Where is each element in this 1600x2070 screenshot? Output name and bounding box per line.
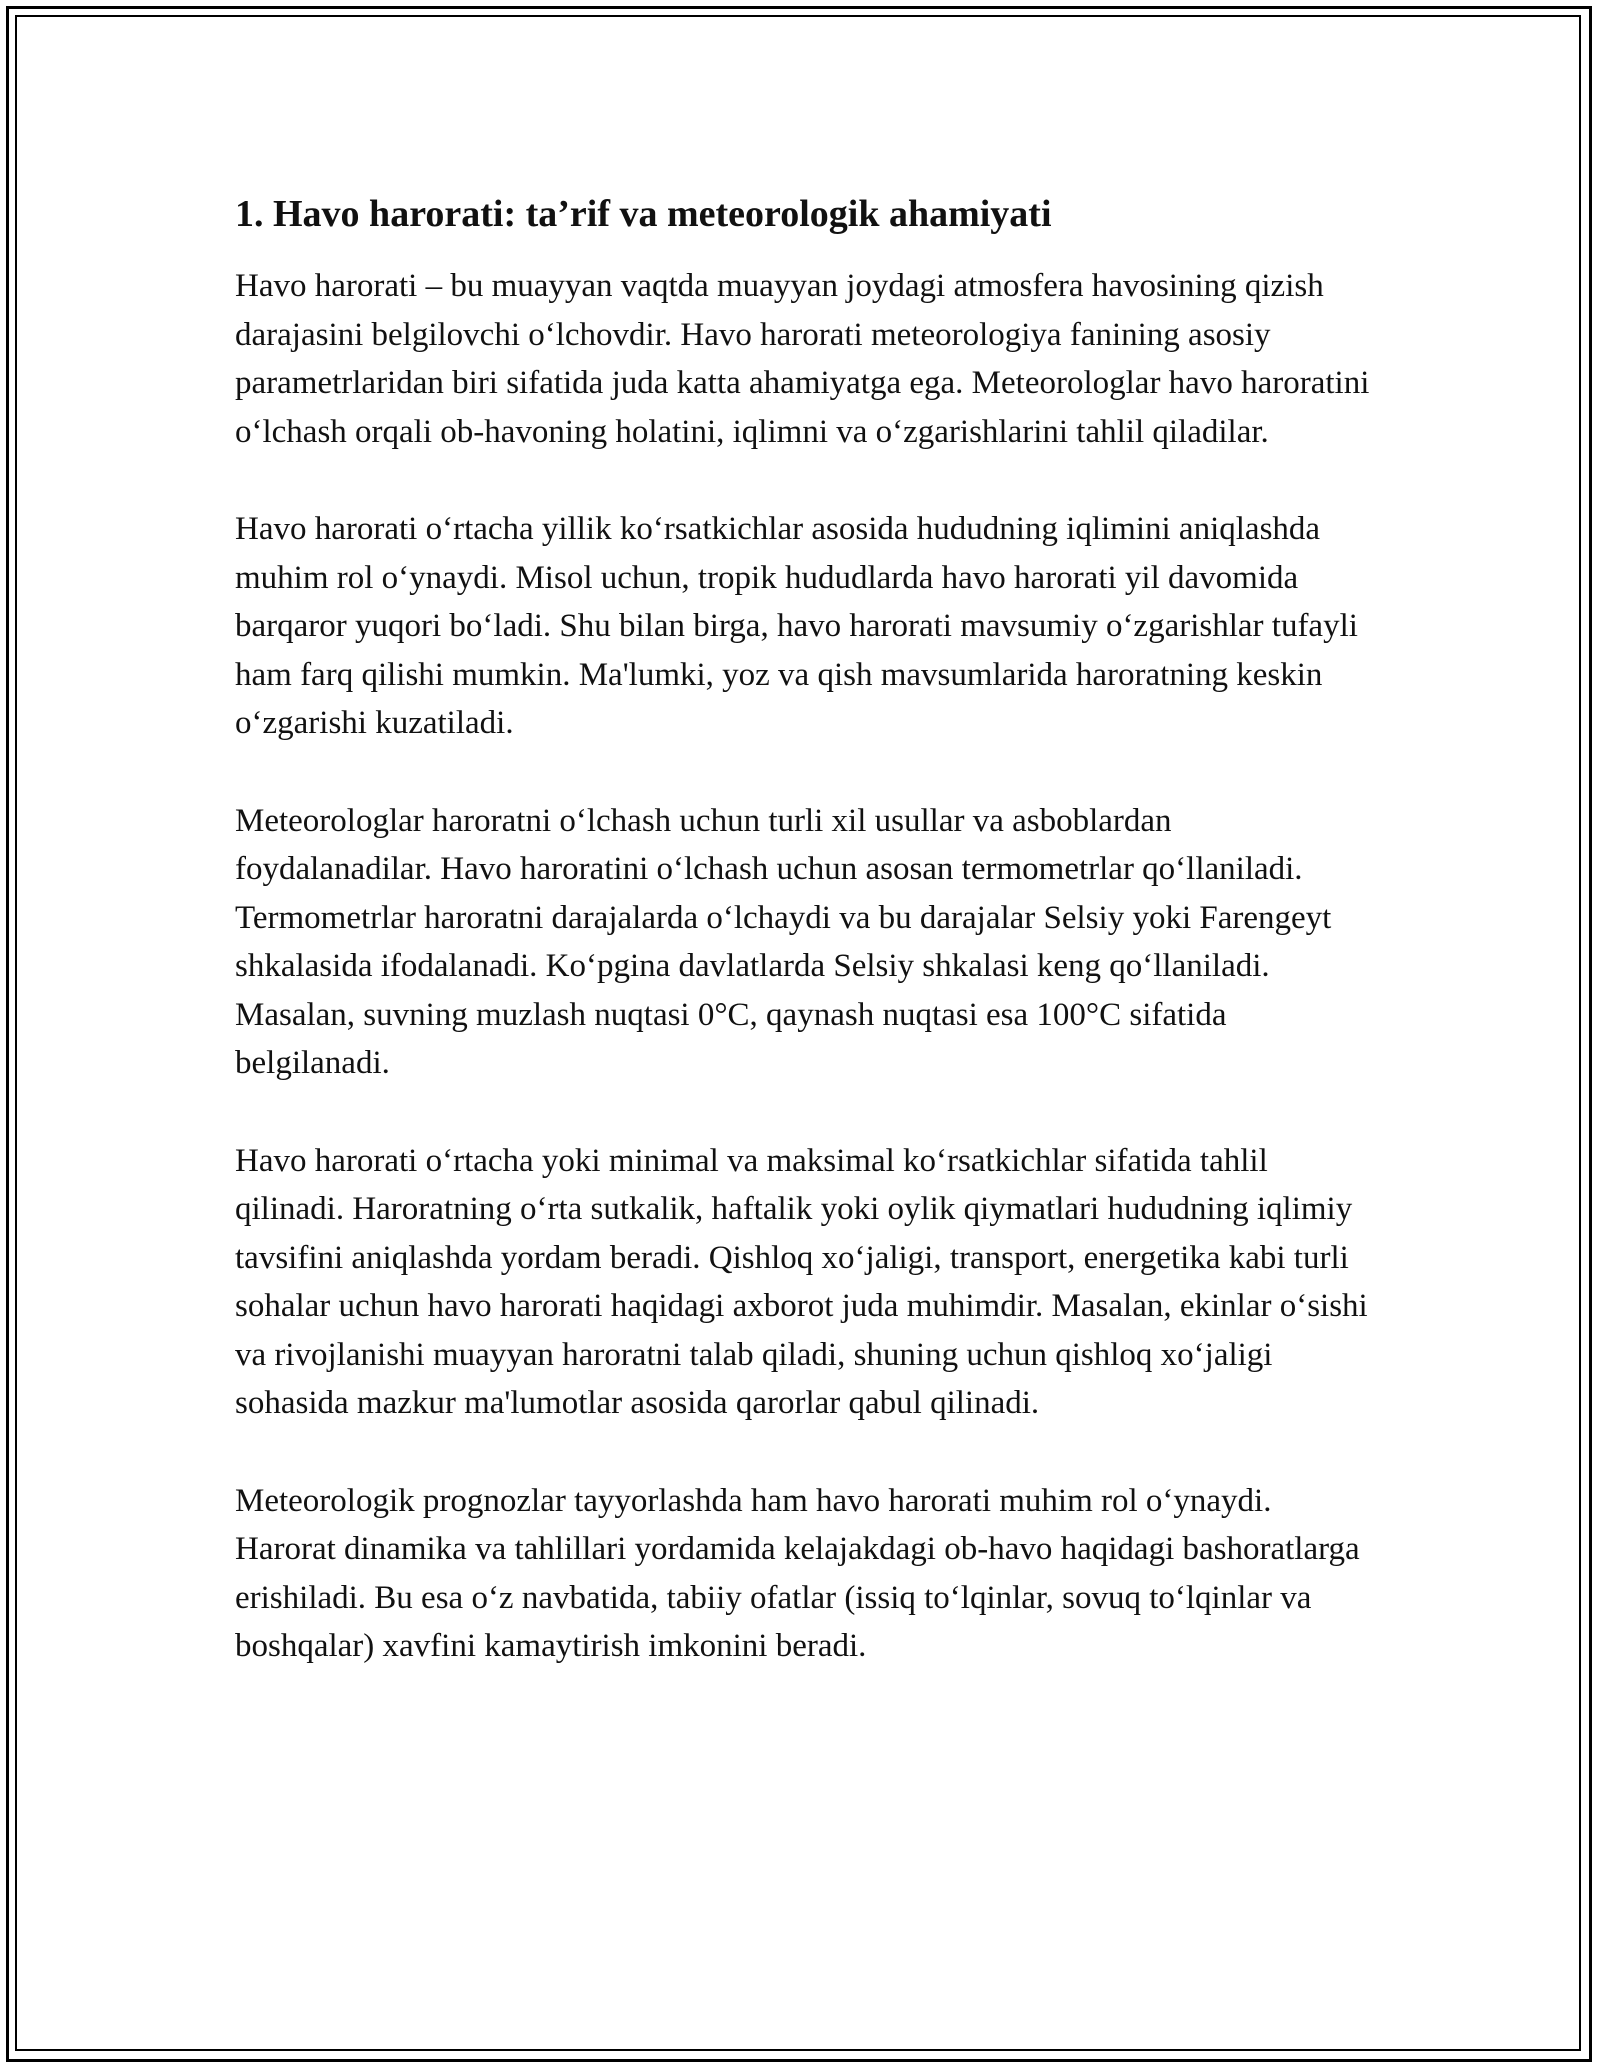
document-body xyxy=(235,188,1370,1720)
paragraph-measurement: Meteorologlar haroratni o‘lchash uchun turli xil usullar va asboblardan foydalanadilar. Havo haroratini o‘lchash uchun asosan termometrlar qo‘llaniladi. Termometrlar haroratni darajalarda o‘lchaydi va bu darajalar Selsiy yoki Farengeyt shkalasida ifodalanadi. Ko‘pgina davlatlarda Selsiy shkalasi keng qo‘llaniladi. Masalan, suvning muzlash nuqtasi 0°C, qaynash nuqtasi esa 100°C sifatida belgilanadi. xyxy=(235,802,1332,1081)
section-title: 1. Havo harorati: ta’rif va meteorologik ahamiyati xyxy=(235,193,1052,235)
paragraph-climate-role: Havo harorati o‘rtacha yillik ko‘rsatkichlar asosida hududning iqlimini aniqlashda muhim rol o‘ynaydi. Misol uchun, tropik hududlarda havo harorati yil davomida barqaror yuqori bo‘ladi. Shu bilan birga, havo harorati mavsumiy o‘zgarishlar tufayli ham farq qilishi mumkin. Ma'lumki, yoz va qish mavsumlarida haroratning keskin o‘zgarishi kuzatiladi. xyxy=(235,511,1358,741)
paragraph-analysis: Havo harorati o‘rtacha yoki minimal va maksimal ko‘rsatkichlar sifatida tahlil qilinadi. Haroratning o‘rta sutkalik, haftalik yoki oylik qiymatlari hududning iqlimiy tavsifini aniqlashda yordam beradi. Qishloq xo‘jaligi, transport, energetika kabi turli sohalar uchun havo harorati haqidagi axborot juda muhimdir. Masalan, ekinlar o‘sishi va rivojlanishi muayyan haroratni talab qiladi, shuning uchun qishloq xo‘jaligi sohasida mazkur ma'lumotlar asosida qarorlar qabul qilinadi. xyxy=(235,1142,1368,1421)
paragraph-definition: Havo harorati – bu muayyan vaqtda muayyan joydagi atmosfera havosining qizish darajasini belgilovchi o‘lchovdir. Havo harorati meteorologiya fanining asosiy parametrlaridan biri sifatida juda katta ahamiyatga ega. Meteorologlar havo haroratini o‘lchash orqali ob-havoning holatini, iqlimni va o‘zgarishlarini tahlil qiladilar. xyxy=(235,268,1370,450)
paragraph-forecasting: Meteorologik prognozlar tayyorlashda ham havo harorati muhim rol o‘ynaydi. Harorat dinamika va tahlillari yordamida kelajakdagi ob-havo haqidagi bashoratlarga erishiladi. Bu esa o‘z navbatida, tabiiy ofatlar (issiq to‘lqinlar, sovuq to‘lqinlar va boshqalar) xavfini kamaytirish imkonini beradi. xyxy=(235,1482,1360,1664)
